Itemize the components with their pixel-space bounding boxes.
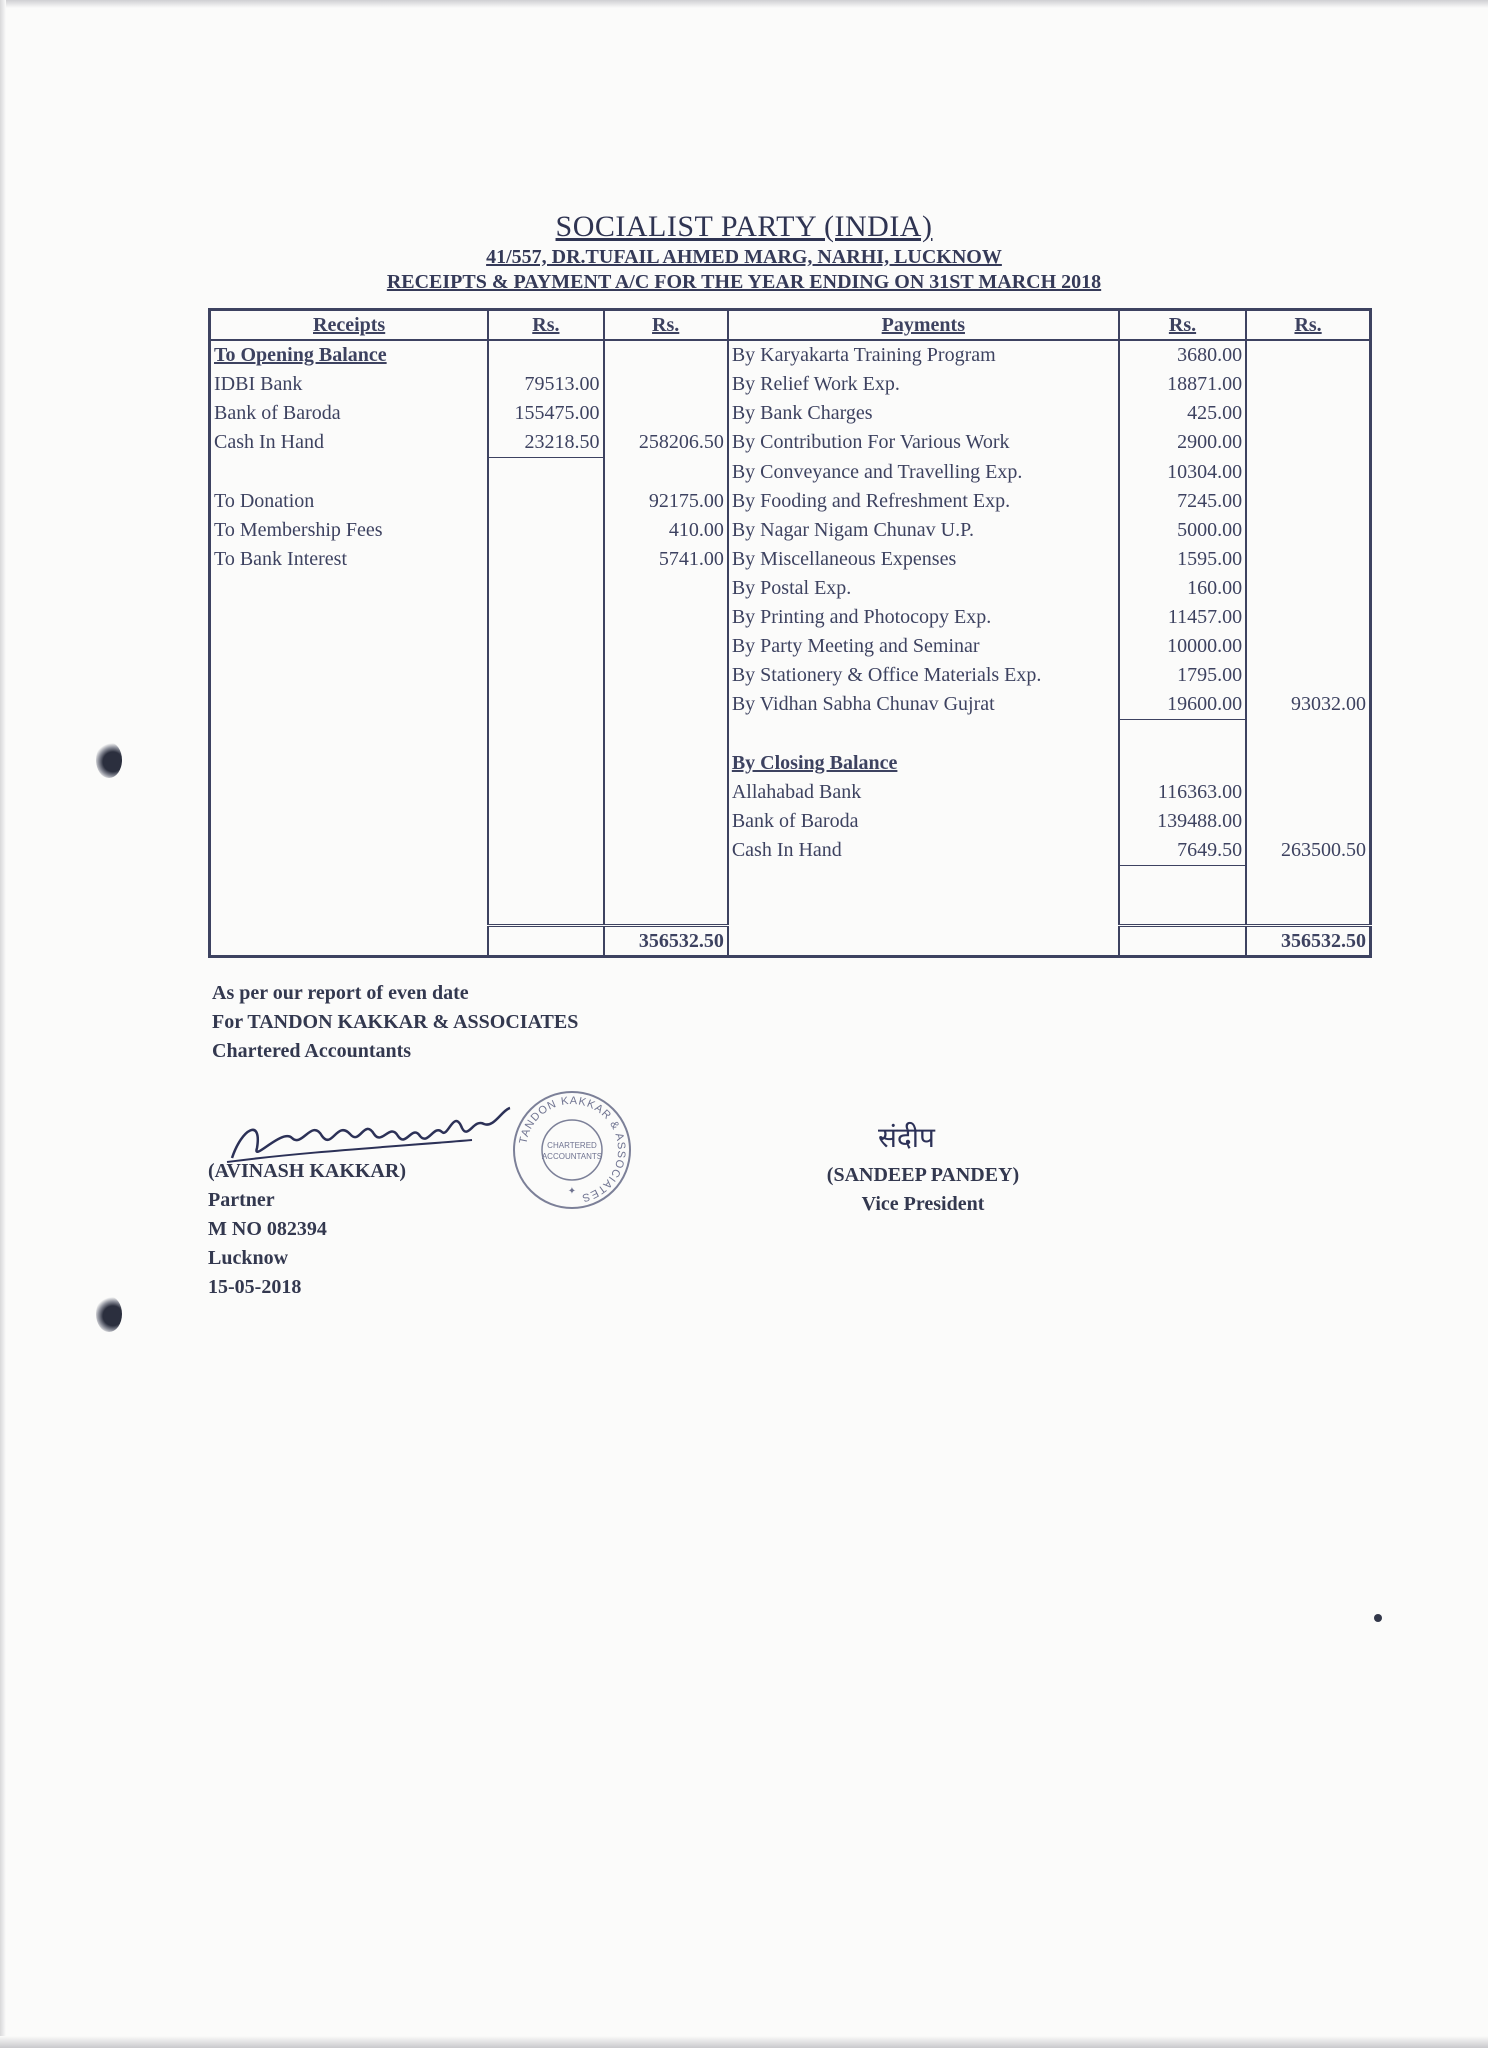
receipt-amount	[488, 836, 603, 866]
receipt-total	[604, 749, 728, 778]
receipt-amount	[488, 749, 603, 778]
payment-total	[1246, 895, 1370, 926]
table-row	[210, 574, 1371, 603]
receipt-amount	[488, 661, 603, 690]
payment-total	[1246, 545, 1370, 574]
receipt-total	[604, 340, 728, 370]
table-row	[210, 428, 1371, 458]
ink-speck	[1374, 1614, 1382, 1622]
receipt-amount	[488, 516, 603, 545]
page-edge-top	[0, 0, 1488, 8]
receipt-total	[604, 399, 728, 428]
table-row	[210, 866, 1371, 896]
receipt-label	[210, 690, 489, 720]
payment-amount: 139488.00	[1119, 807, 1246, 836]
table-header-row	[210, 310, 1371, 341]
receipt-label	[210, 603, 489, 632]
receipt-amount	[488, 866, 603, 896]
payment-total	[1246, 370, 1370, 399]
payment-total	[1246, 516, 1370, 545]
receipt-total	[604, 574, 728, 603]
receipt-label: Cash In Hand	[214, 431, 324, 454]
receipts-header: Receipts	[210, 310, 489, 341]
payment-amount: 18871.00	[1119, 370, 1246, 399]
receipt-total	[604, 603, 728, 632]
empty-cell	[728, 926, 1119, 957]
receipt-label: To Donation	[214, 490, 315, 512]
payment-label: By Bank Charges	[728, 399, 1119, 428]
table-row	[210, 836, 1371, 866]
table-row	[210, 487, 1371, 516]
payment-amount: 1595.00	[1119, 545, 1246, 574]
payment-amount	[1119, 749, 1246, 778]
totals-row	[210, 926, 1371, 957]
receipt-total: 92175.00	[604, 487, 728, 516]
svg-text:CHARTERED: CHARTERED	[547, 1141, 597, 1150]
payment-label: By Conveyance and Travelling Exp.	[728, 458, 1119, 488]
table-row	[210, 516, 1371, 545]
table-row	[210, 603, 1371, 632]
table-row	[210, 720, 1371, 750]
auditor-details	[208, 1160, 406, 1305]
auditor-signature	[222, 1088, 522, 1168]
receipt-amount	[488, 778, 603, 807]
payment-total	[1246, 807, 1370, 836]
receipt-amount	[488, 807, 603, 836]
payment-amount	[1119, 720, 1246, 750]
vice-president-signature: संदीप	[878, 1121, 935, 1154]
receipt-amount	[488, 340, 603, 370]
receipt-label	[210, 866, 489, 896]
receipt-total	[604, 632, 728, 661]
table-row	[210, 399, 1371, 428]
table-row	[210, 370, 1371, 399]
receipt-total	[604, 895, 728, 926]
receipt-amount: 79513.00	[488, 370, 603, 399]
payment-total	[1246, 632, 1370, 661]
receipt-total	[604, 690, 728, 720]
payment-label: By Vidhan Sabha Chunav Gujrat	[728, 690, 1119, 720]
empty-cell	[488, 926, 603, 957]
table-row	[210, 545, 1371, 574]
receipt-amount	[488, 632, 603, 661]
table-row	[210, 749, 1371, 778]
payment-total	[1246, 428, 1370, 458]
receipt-total: 5741.00	[604, 545, 728, 574]
payment-amount: 160.00	[1119, 574, 1246, 603]
receipts-payments-table	[208, 308, 1372, 958]
payment-label: By Karyakarta Training Program	[728, 340, 1119, 370]
receipt-amount	[488, 603, 603, 632]
receipt-label	[210, 458, 489, 488]
auditor-name: (AVINASH KAKKAR)	[208, 1160, 406, 1182]
receipt-label	[210, 778, 489, 807]
signatory-block	[808, 1164, 1038, 1222]
payment-total	[1246, 749, 1370, 778]
receipt-total	[604, 661, 728, 690]
receipt-label	[210, 807, 489, 836]
payment-amount: 5000.00	[1119, 516, 1246, 545]
receipt-label	[210, 632, 489, 661]
receipt-amount	[488, 545, 603, 574]
receipt-amount	[488, 690, 603, 720]
table-row	[210, 632, 1371, 661]
empty-cell	[1119, 926, 1246, 957]
table-row	[210, 340, 1371, 370]
payment-label	[728, 720, 1119, 750]
receipt-total: 410.00	[604, 516, 728, 545]
rs-header: Rs.	[488, 310, 603, 341]
receipt-label: To Membership Fees	[214, 519, 383, 541]
payment-amount	[1119, 895, 1246, 926]
table-row	[210, 458, 1371, 488]
auditor-stamp	[508, 1086, 636, 1214]
receipt-label	[210, 720, 489, 750]
payment-label: By Party Meeting and Seminar	[728, 632, 1119, 661]
table-row	[210, 690, 1371, 720]
signatory-name: (SANDEEP PANDEY)	[826, 1164, 1020, 1186]
receipt-amount	[488, 487, 603, 516]
payments-grand-total: 356532.50	[1246, 926, 1370, 957]
svg-text:✦: ✦	[567, 1186, 577, 1197]
payment-amount: 7649.50	[1119, 836, 1246, 866]
receipt-label	[210, 574, 489, 603]
auditor-membership: M NO 082394	[208, 1218, 327, 1240]
receipt-label: Bank of Baroda	[214, 402, 341, 424]
punch-hole	[96, 742, 122, 778]
rs-header: Rs.	[1119, 310, 1246, 341]
receipt-amount	[488, 895, 603, 926]
empty-cell	[210, 926, 489, 957]
payment-label: By Contribution For Various Work	[728, 428, 1119, 458]
payment-amount: 7245.00	[1119, 487, 1246, 516]
table-row	[210, 895, 1371, 926]
receipt-label: To Bank Interest	[214, 548, 348, 570]
table-row	[210, 778, 1371, 807]
receipt-total	[604, 370, 728, 399]
payment-label: By Stationery & Office Materials Exp.	[728, 661, 1119, 690]
signatory-role: Vice President	[861, 1193, 985, 1215]
payment-total: 263500.50	[1246, 836, 1370, 866]
stamp-ring-text: TANDON KAKKAR & ASSOCIATES	[517, 1094, 628, 1204]
table-row	[210, 807, 1371, 836]
receipt-label	[210, 895, 489, 926]
receipt-total	[604, 720, 728, 750]
payment-total	[1246, 458, 1370, 488]
table-row	[210, 661, 1371, 690]
payment-label: By Closing Balance	[728, 749, 1119, 778]
rs-header: Rs.	[1246, 310, 1370, 341]
receipt-label	[210, 836, 489, 866]
document-header	[0, 210, 1488, 294]
payment-total	[1246, 399, 1370, 428]
receipt-total	[604, 866, 728, 896]
receipt-amount	[488, 574, 603, 603]
receipt-amount: 155475.00	[488, 399, 603, 428]
payment-label: By Miscellaneous Expenses	[728, 545, 1119, 574]
receipt-label: IDBI Bank	[214, 373, 303, 395]
payment-amount: 11457.00	[1119, 603, 1246, 632]
report-line: As per our report of even date	[212, 982, 469, 1004]
payment-amount: 425.00	[1119, 399, 1246, 428]
receipt-amount	[488, 720, 603, 750]
payment-amount: 19600.00	[1119, 690, 1246, 720]
payment-total	[1246, 661, 1370, 690]
payment-label: Bank of Baroda	[728, 807, 1119, 836]
payment-total	[1246, 720, 1370, 750]
receipt-amount: 23218.50	[488, 428, 603, 458]
statement-title: RECEIPTS & PAYMENT A/C FOR THE YEAR ENDING ON 31ST MARCH 2018	[386, 271, 1102, 293]
auditor-date: 15-05-2018	[208, 1276, 302, 1298]
payment-amount: 3680.00	[1119, 340, 1246, 370]
payments-header: Payments	[728, 310, 1119, 341]
receipt-total	[604, 778, 728, 807]
receipts-grand-total: 356532.50	[604, 926, 728, 957]
payment-total	[1246, 778, 1370, 807]
receipt-amount	[488, 458, 603, 488]
payment-total	[1246, 487, 1370, 516]
payment-total	[1246, 603, 1370, 632]
payment-label: By Relief Work Exp.	[728, 370, 1119, 399]
svg-text:ACCOUNTANTS: ACCOUNTANTS	[541, 1152, 603, 1161]
payment-label: By Printing and Photocopy Exp.	[728, 603, 1119, 632]
auditor-block	[212, 982, 578, 1069]
receipt-total: 258206.50	[604, 428, 728, 458]
rs-header: Rs.	[604, 310, 728, 341]
auditor-designation: Chartered Accountants	[212, 1040, 412, 1062]
organization-address: 41/557, DR.TUFAIL AHMED MARG, NARHI, LUCKNOW	[486, 246, 1002, 268]
receipt-label	[210, 661, 489, 690]
payment-label	[728, 895, 1119, 926]
payment-amount: 2900.00	[1119, 428, 1246, 458]
punch-hole	[96, 1296, 122, 1332]
page-edge-bottom	[0, 2036, 1488, 2048]
payment-label: Allahabad Bank	[728, 778, 1119, 807]
receipt-total	[604, 458, 728, 488]
payment-total	[1246, 866, 1370, 896]
receipt-total	[604, 836, 728, 866]
payment-amount: 10304.00	[1119, 458, 1246, 488]
payment-label: By Postal Exp.	[728, 574, 1119, 603]
payment-label: By Fooding and Refreshment Exp.	[728, 487, 1119, 516]
page-edge-left	[0, 0, 6, 2048]
payment-total	[1246, 340, 1370, 370]
auditor-firm: For TANDON KAKKAR & ASSOCIATES	[212, 1011, 579, 1033]
payment-label: By Nagar Nigam Chunav U.P.	[728, 516, 1119, 545]
payment-amount: 116363.00	[1119, 778, 1246, 807]
receipt-label	[210, 749, 489, 778]
payment-total: 93032.00	[1246, 690, 1370, 720]
payment-total	[1246, 574, 1370, 603]
receipt-label: To Opening Balance	[214, 344, 387, 366]
payment-label: Cash In Hand	[728, 836, 1119, 866]
payment-amount: 1795.00	[1119, 661, 1246, 690]
organization-title: SOCIALIST PARTY (INDIA)	[555, 210, 933, 243]
auditor-place: Lucknow	[208, 1247, 289, 1269]
payment-amount: 10000.00	[1119, 632, 1246, 661]
auditor-role: Partner	[208, 1189, 275, 1211]
payment-label	[728, 866, 1119, 896]
payment-amount	[1119, 866, 1246, 896]
receipt-total	[604, 807, 728, 836]
